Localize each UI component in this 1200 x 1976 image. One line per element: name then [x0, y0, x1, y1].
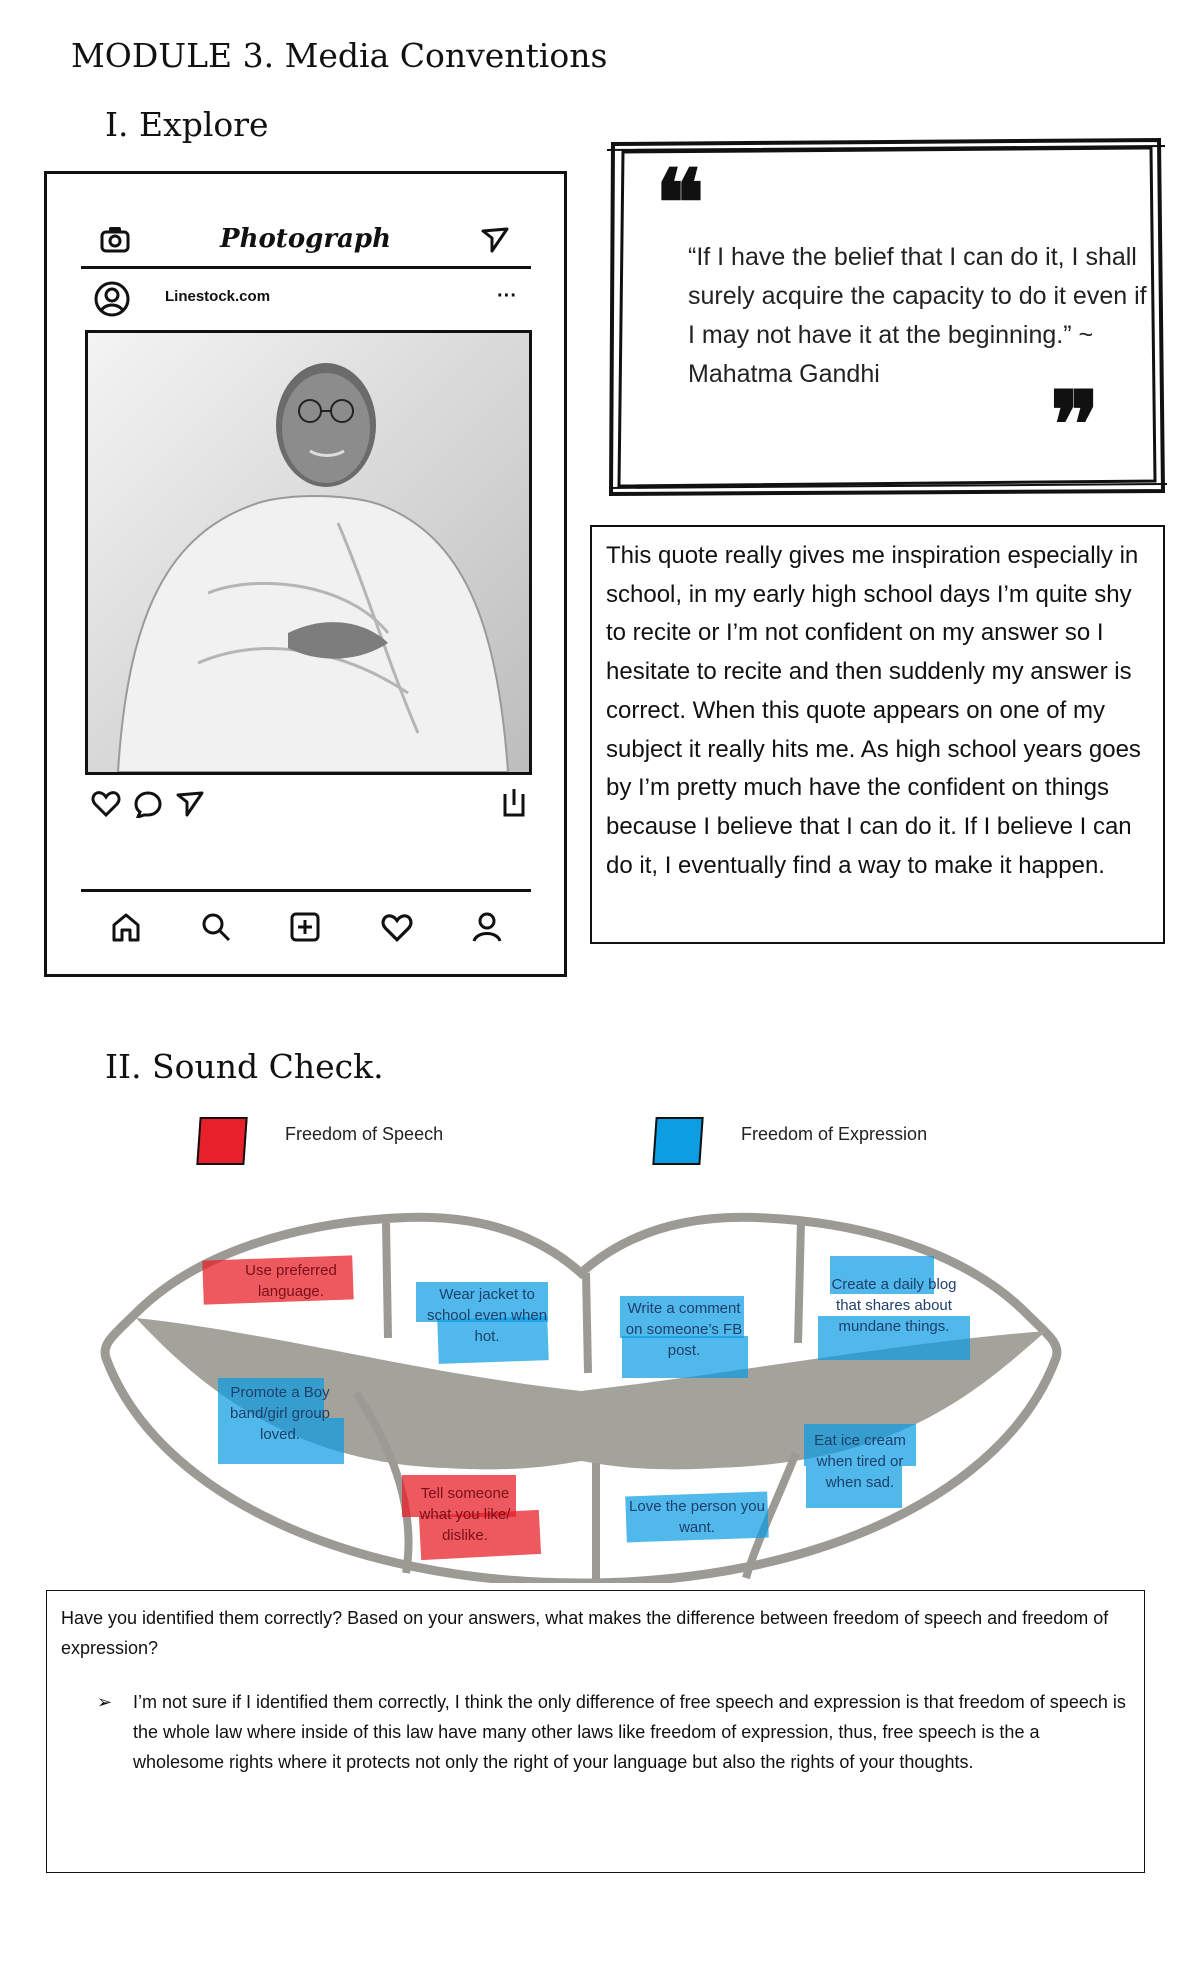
sticky-note	[218, 1378, 344, 1466]
section-explore-heading: I. Explore	[105, 105, 269, 144]
sticky-note	[620, 1296, 748, 1380]
sticky-note-text: Love the person you want.	[629, 1498, 765, 1536]
account-name: Linestock.com	[165, 288, 271, 305]
sticky-note-text: Write a comment on someone’s FB post.	[625, 1300, 743, 1359]
send-icon	[480, 226, 510, 260]
answer-text: I’m not sure if I identified them correctly, I think the only difference of free speech and expression is that freedom of speech is the whole law where inside of this law have many other laws like freedom of expression, thus, free speech is the a wholesome rights where it protects not only the right of your language but also the rights of your thoughts.	[133, 1692, 1126, 1772]
profile-icon	[471, 911, 503, 949]
reflection-box: This quote really gives me inspiration especially in school, in my early high school days I’m quite shy to recite or I’m not confident on my answer so I hesitate to recite and then suddenly my answer is correct. When this quote appears on one of my subject it really hits me. As high school years goes by I’m pretty much have the confident on things because I believe that I can do it. If I believe I can do it, I eventually find a way to make it happen.	[590, 525, 1165, 944]
sticky-note-text: Wear jacket to school even when hot.	[426, 1286, 548, 1345]
legend-label-speech: Freedom of Speech	[285, 1124, 444, 1144]
section-sound-check-heading: II. Sound Check.	[105, 1047, 384, 1086]
bookmark-icon	[501, 786, 527, 824]
sticky-note-text: Promote a Boy band/girl group loved.	[229, 1384, 331, 1443]
close-quote-mark: ❞	[1050, 375, 1100, 477]
sticky-note	[804, 1424, 916, 1508]
search-icon	[200, 911, 232, 949]
heart-icon	[381, 913, 413, 949]
sticky-note	[818, 1256, 970, 1364]
sticky-note-text: Eat ice cream when tired or when sad.	[814, 1432, 906, 1491]
sticky-note	[626, 1494, 768, 1540]
avatar-icon	[93, 280, 131, 324]
question-text: Have you identified them correctly? Based on your answers, what makes the difference between freedom of speech and freedom of expression?	[61, 1608, 1109, 1658]
sticky-note	[400, 1475, 542, 1559]
home-icon	[109, 911, 143, 949]
open-quote-mark: ❝	[655, 153, 705, 255]
add-post-icon	[288, 910, 322, 950]
legend-swatch-speech	[196, 1117, 247, 1165]
quote-text: “If I have the belief that I can do it, I shall surely acquire the capacity to do it even if I may not have it at the beginning.” ~ Mahatma Gandhi	[688, 243, 1147, 388]
arrow-bullet-icon: ➢	[97, 1692, 113, 1712]
divider	[81, 266, 531, 269]
share-icon	[175, 790, 205, 824]
question-answer-box	[46, 1590, 1145, 1873]
sticky-note	[203, 1258, 353, 1302]
module-title: MODULE 3. Media Conventions	[71, 36, 608, 75]
heart-icon	[91, 790, 121, 824]
comment-icon	[133, 790, 163, 824]
sticky-note-text: Use preferred language.	[245, 1262, 337, 1300]
more-icon: ···	[497, 285, 517, 307]
phone-mockup	[44, 171, 567, 977]
sticky-note-text: Create a daily blog that shares about mundane things.	[831, 1276, 957, 1335]
divider	[81, 889, 531, 892]
legend-swatch-expression	[652, 1117, 703, 1165]
legend-label-expression: Freedom of Expression	[741, 1124, 928, 1144]
sticky-note-text: Tell someone what you like/ dislike.	[419, 1485, 511, 1544]
app-brand: Photograph	[220, 224, 391, 254]
sticky-note	[416, 1282, 554, 1362]
post-photo	[85, 330, 532, 775]
